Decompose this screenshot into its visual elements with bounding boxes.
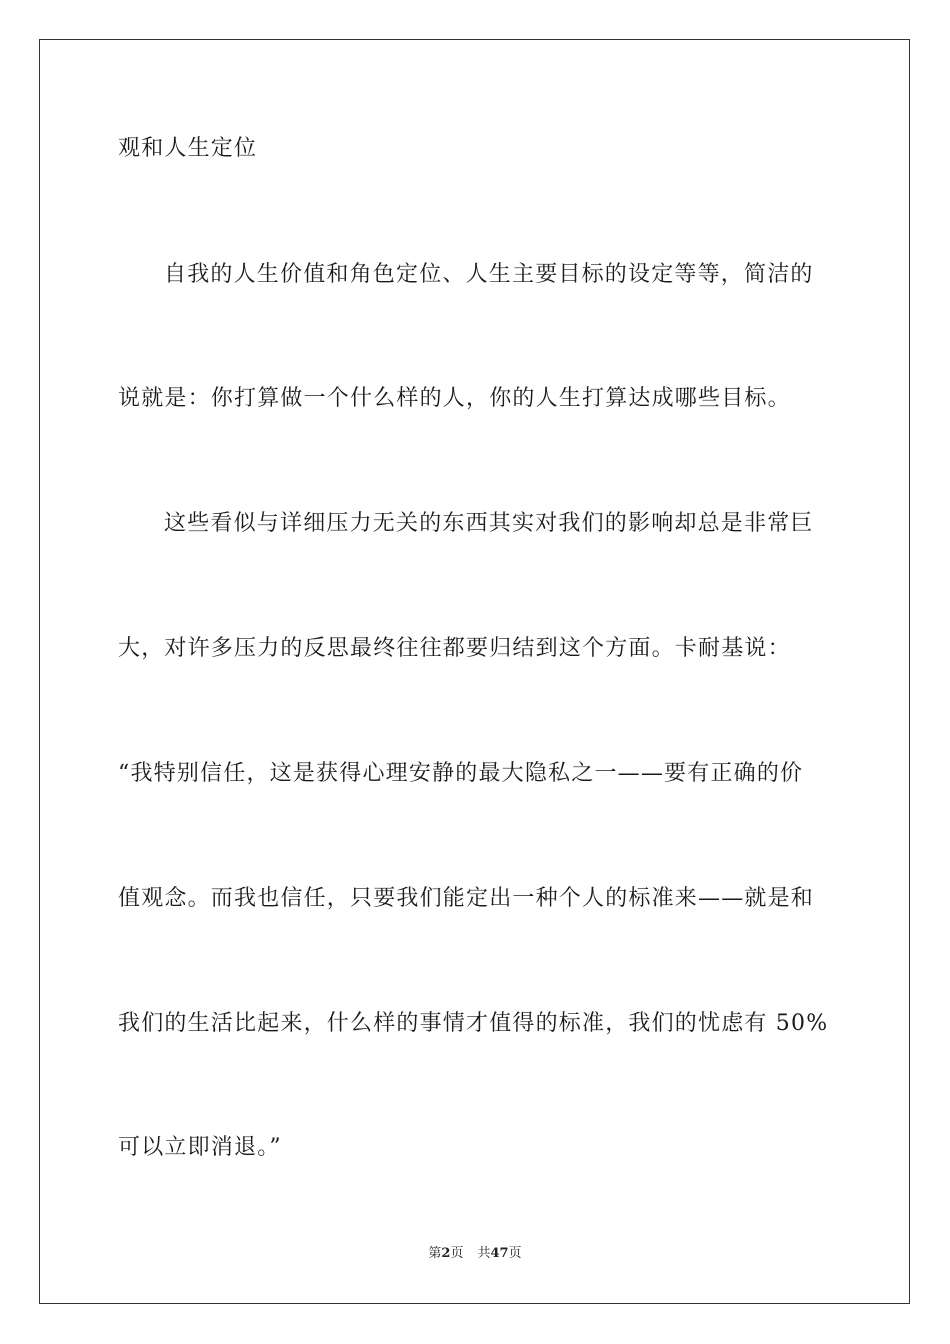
- page-number: 2: [441, 1246, 451, 1261]
- text-line-1: 观和人生定位: [118, 136, 258, 161]
- page-footer: [0, 1245, 950, 1263]
- text-line-8: 我们的生活比起来，什么样的事情才值得的标准，我们的忧虑有 50%: [118, 1011, 829, 1036]
- text-line-3: 说就是：你打算做一个什么样的人，你的人生打算达成哪些目标。: [118, 386, 791, 411]
- page-prefix: 第: [428, 1246, 442, 1261]
- page-suffix: 页: [450, 1246, 464, 1261]
- text-line-7: 值观念。而我也信任，只要我们能定出一种个人的标准来——就是和: [118, 886, 815, 911]
- text-line-4: 这些看似与详细压力无关的东西其实对我们的影响却总是非常巨: [164, 511, 814, 536]
- total-suffix: 页: [508, 1246, 522, 1261]
- text-line-9: 可以立即消退。”: [118, 1135, 282, 1160]
- total-prefix: 共: [477, 1246, 491, 1261]
- total-pages: 47: [490, 1246, 509, 1261]
- text-line-2: 自我的人生价值和角色定位、人生主要目标的设定等等，简洁的: [164, 262, 814, 287]
- page-frame: [39, 39, 910, 1304]
- text-line-5: 大，对许多压力的反思最终往往都要归结到这个方面。卡耐基说：: [118, 636, 791, 661]
- text-line-6: “我特别信任，这是获得心理安静的最大隐私之一——要有正确的价: [118, 761, 804, 786]
